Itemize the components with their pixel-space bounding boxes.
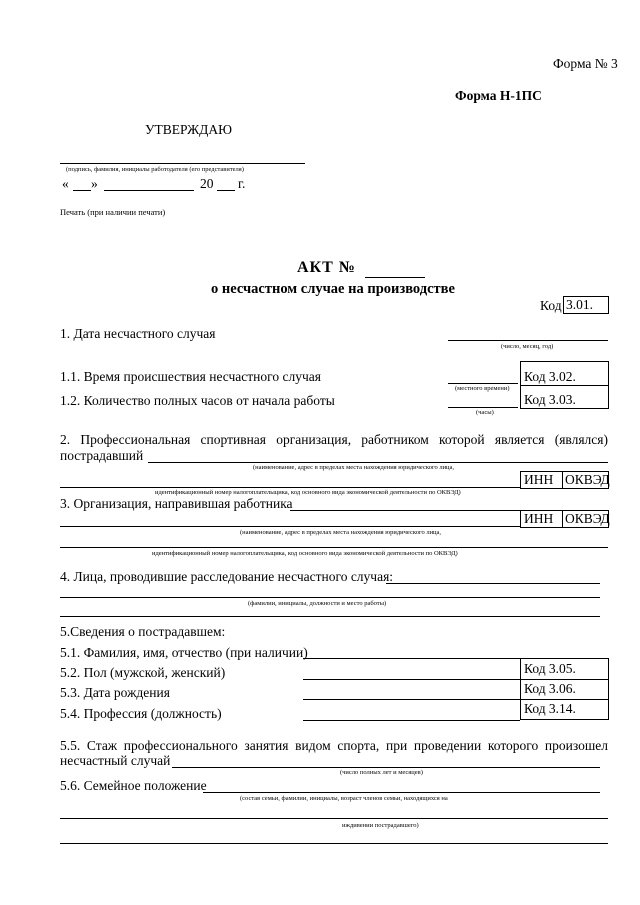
signature-caption: (подпись, фамилия, инициалы работодателя (его представителя)	[66, 166, 244, 173]
act-subtitle: о несчастном случае на производстве	[211, 281, 455, 297]
experience-line[interactable]	[172, 767, 600, 768]
sending-okved: ОКВЭД	[565, 511, 610, 526]
accident-time-caption: (местного времени)	[455, 385, 510, 392]
signature-line[interactable]	[60, 163, 305, 164]
employer-org-line-2[interactable]	[60, 487, 520, 488]
month-line[interactable]	[104, 190, 194, 191]
family-caption-2: иждивении пострадавшего)	[342, 822, 419, 829]
day-line[interactable]	[73, 190, 91, 191]
accident-time-line[interactable]	[448, 383, 518, 384]
form-code: Форма Н-1ПС	[455, 88, 542, 103]
year-suffix: г.	[238, 176, 246, 191]
family-label: 5.6. Семейное положение	[60, 778, 207, 793]
victim-title: 5.Сведения о пострадавшем:	[60, 624, 226, 639]
sex-kod: Код 3.05.	[524, 661, 576, 676]
family-caption-1: (состав семьи, фамилии, инициалы, возраст членов семьи, находящихся на	[240, 795, 448, 802]
victim-kod-box	[520, 658, 609, 720]
employer-inn-okved-box	[520, 471, 609, 489]
employer-inn: ИНН	[524, 472, 554, 487]
investigators-line-2[interactable]	[60, 597, 600, 598]
victim-birth-label: 5.3. Дата рождения	[60, 685, 170, 700]
act-kod-box	[563, 296, 609, 314]
victim-prof-label: 5.4. Профессия (должность)	[60, 706, 222, 721]
prof-kod: Код 3.14.	[524, 701, 576, 716]
birth-kod: Код 3.06.	[524, 681, 576, 696]
hours-kod: Код 3.03.	[524, 392, 576, 407]
sending-org-line-2[interactable]	[60, 526, 520, 527]
work-hours-line[interactable]	[448, 407, 518, 408]
sending-org-caption-1: (наименование, адрес в пределах места нахождения юридического лица,	[240, 529, 442, 536]
victim-fio-label: 5.1. Фамилия, имя, отчество (при наличии)	[60, 645, 308, 660]
victim-birth-line[interactable]	[303, 699, 520, 700]
investigators-line[interactable]	[386, 583, 600, 584]
accident-time-label: 1.1. Время происшествия несчастного случая	[60, 369, 321, 384]
experience-label: 5.5. Стаж профессионального занятия видом спорта, при проведении которого произошел	[60, 738, 608, 753]
act-title: АКТ №	[297, 259, 356, 276]
quote-open: «	[62, 176, 69, 191]
act-number-line[interactable]	[365, 277, 425, 278]
time-kod-box	[520, 361, 609, 409]
victim-sex-label: 5.2. Пол (мужской, женский)	[60, 665, 226, 680]
sending-org-caption-2: идентификационный номер налогоплательщика, код основного вида экономической деятельности по ОКВЭД)	[152, 550, 458, 557]
sending-inn-okved-box	[520, 510, 609, 528]
accident-date-label: 1. Дата несчастного случая	[60, 326, 216, 341]
year-line[interactable]	[217, 190, 235, 191]
sending-org-label: 3. Организация, направившая работника	[60, 496, 293, 511]
family-line-3[interactable]	[60, 843, 608, 844]
act-kod-label: Код	[540, 298, 562, 313]
stamp-note: Печать (при наличии печати)	[60, 207, 166, 217]
work-hours-label: 1.2. Количество полных часов от начала работы	[60, 393, 335, 408]
family-line[interactable]	[203, 792, 600, 793]
accident-date-caption: (число, месяц, год)	[501, 343, 554, 350]
employer-org-caption-2: идентификационный номер налогоплательщика, код основного вида экономической деятельности по ОКВЭД)	[155, 489, 461, 496]
investigators-line-3[interactable]	[60, 616, 600, 617]
act-kod-value: 3.01.	[566, 297, 593, 312]
experience-label-2: несчастный случай	[60, 753, 171, 768]
investigators-label: 4. Лица, проводившие расследование несчастного случая:	[60, 569, 394, 584]
approve-title: УТВЕРЖДАЮ	[145, 122, 233, 137]
form-number: Форма № 3	[553, 56, 618, 71]
employer-okved: ОКВЭД	[565, 472, 610, 487]
work-hours-caption: (часы)	[476, 409, 494, 416]
employer-org-line[interactable]	[148, 462, 608, 463]
employer-org-label: 2. Профессиональная спортивная организация, работником которой является (являлся)	[60, 432, 608, 447]
victim-prof-line[interactable]	[303, 720, 520, 721]
experience-caption: (число полных лет и месяцев)	[340, 769, 423, 776]
year-prefix: 20	[200, 176, 214, 191]
sending-inn: ИНН	[524, 511, 554, 526]
victim-sex-line[interactable]	[303, 679, 520, 680]
quote-close: »	[91, 176, 98, 191]
employer-org-label-2: пострадавший	[60, 448, 144, 463]
investigators-caption: (фамилии, инициалы, должности и место работы)	[248, 600, 387, 607]
accident-date-line[interactable]	[448, 340, 608, 341]
sending-org-line-3[interactable]	[60, 547, 608, 548]
family-line-2[interactable]	[60, 818, 608, 819]
time-kod: Код 3.02.	[524, 369, 576, 384]
employer-org-caption-1: (наименование, адрес в пределах места нахождения юридического лица,	[253, 464, 455, 471]
